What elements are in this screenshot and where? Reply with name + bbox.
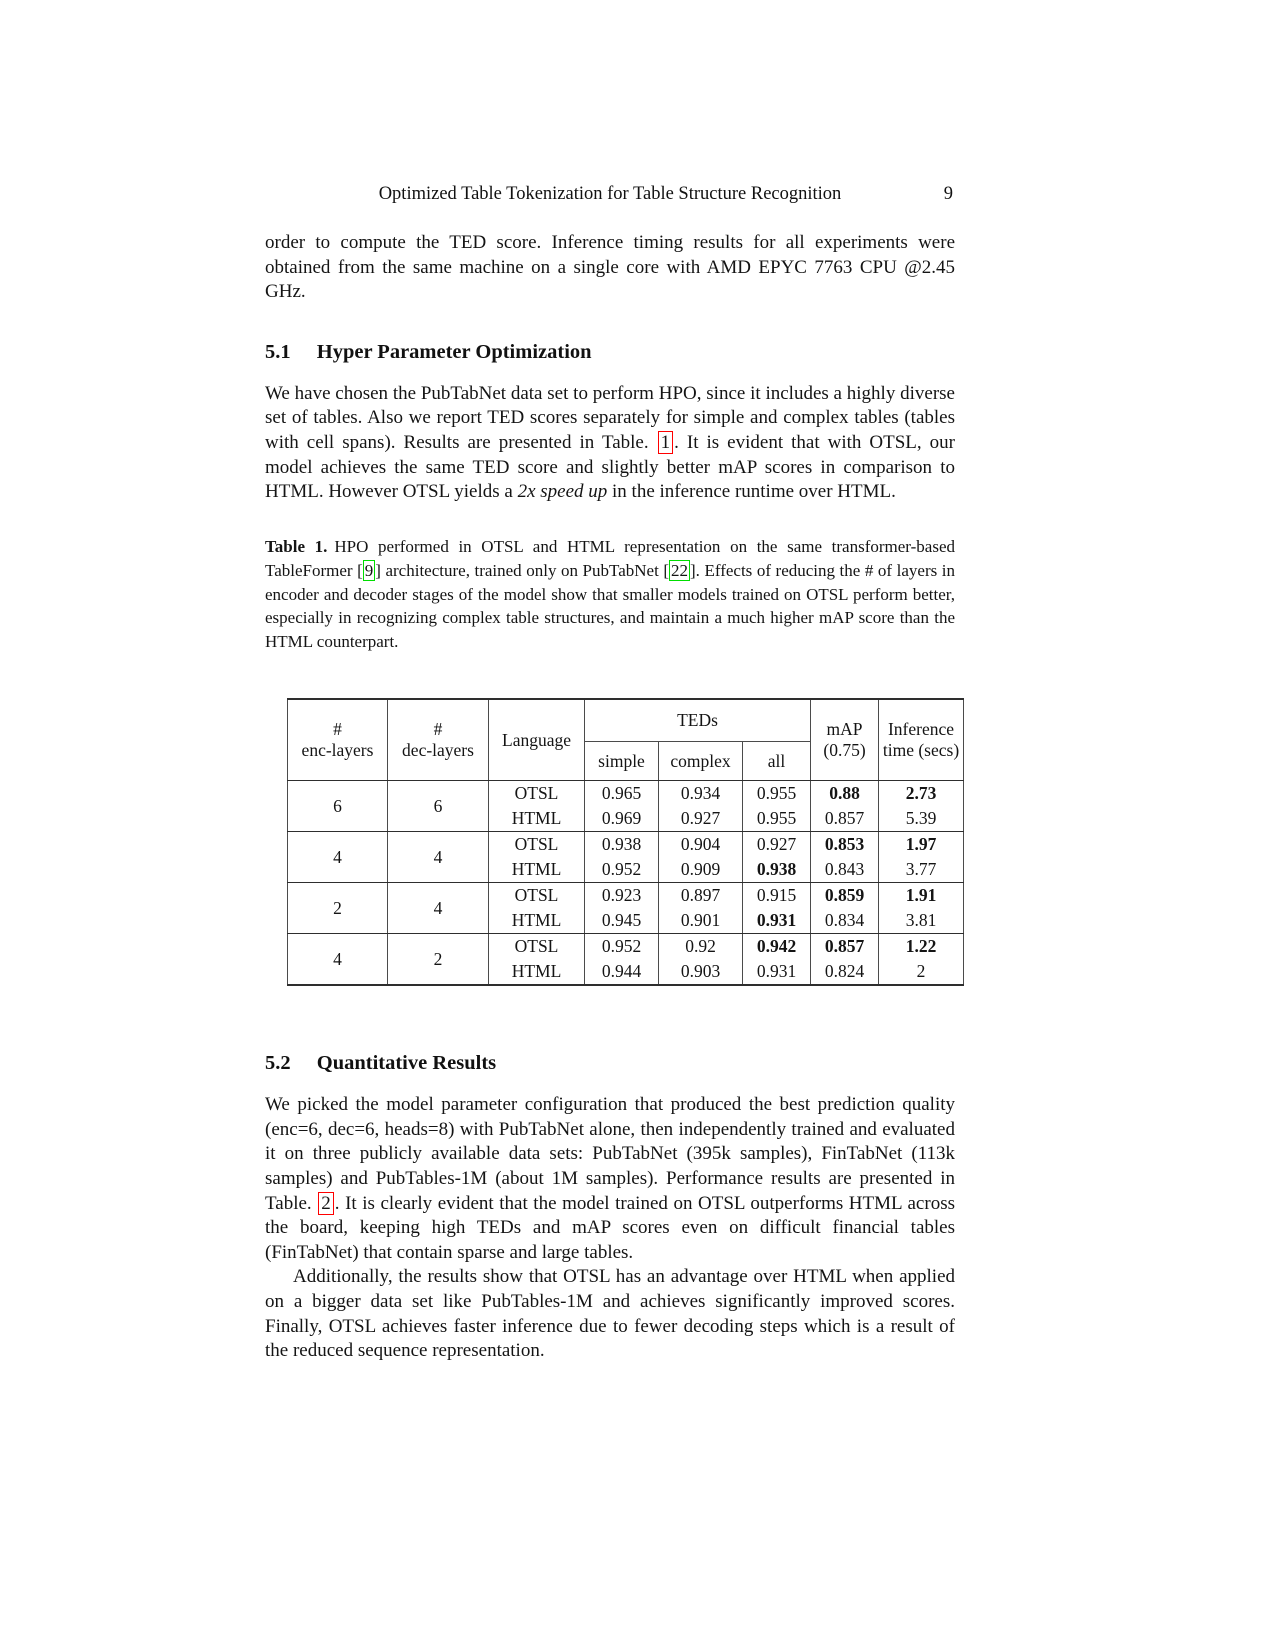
table-2-link[interactable]: 2 (318, 1192, 334, 1215)
table-1-body (288, 781, 964, 986)
text-segment: HPO performed in OTSL and HTML representation on the same transformer-based TableFormer [ (265, 536, 955, 580)
cell-dec-layers: 4 (388, 883, 489, 934)
text-segment: We have chosen the PubTabNet data set to perform HPO, since it includes a highly diverse set of tables. Also we report TED scores separately for simple and complex tables (tables with cell spans). Results are presented in Table. (265, 382, 955, 453)
cell-teds-complex: 0.92 (659, 934, 743, 960)
section-5-2-title: Quantitative Results (316, 1052, 497, 1075)
cell-teds-all: 0.931 (743, 959, 811, 985)
cell-teds-simple: 0.944 (585, 959, 659, 985)
cell-map: 0.843 (811, 857, 879, 883)
cell-map: 0.853 (811, 832, 879, 858)
citation-9-link[interactable]: 9 (364, 560, 374, 580)
cell-teds-complex: 0.901 (659, 908, 743, 934)
cell-enc-layers: 2 (288, 883, 388, 934)
col-header-language: Language (489, 699, 585, 781)
cell-teds-all: 0.938 (743, 857, 811, 883)
table-row (288, 883, 964, 909)
cell-teds-complex: 0.909 (659, 857, 743, 883)
text-segment: . It is evident that with OTSL, our model achieves the same TED score and slightly better mAP scores in comparison to HTML. However OTSL yields a (265, 431, 955, 503)
cell-language: OTSL (489, 934, 585, 960)
cell-dec-layers: 6 (388, 781, 489, 832)
section-5-1-heading (265, 341, 955, 364)
cell-teds-simple: 0.952 (585, 934, 659, 960)
text-segment: ] architecture, trained only on PubTabNet [ (375, 560, 669, 580)
cell-dec-layers: 4 (388, 832, 489, 883)
cell-teds-all: 0.915 (743, 883, 811, 909)
cell-teds-all: 0.955 (743, 781, 811, 807)
table-1 (287, 698, 964, 986)
cell-teds-all: 0.931 (743, 908, 811, 934)
col-header-inference: Inference time (secs) (879, 699, 964, 781)
cell-teds-all: 0.942 (743, 934, 811, 960)
table-1-caption (265, 535, 955, 655)
cell-inference-time: 5.39 (879, 806, 964, 832)
col-header-all: all (743, 742, 811, 781)
running-head-title: Optimized Table Tokenization for Table Structure Recognition (378, 184, 842, 204)
section-5-2-heading (265, 1052, 955, 1075)
section-5-1-number: 5.1 (265, 340, 291, 363)
col-header-complex: complex (659, 742, 743, 781)
col-header-map: mAP (0.75) (811, 699, 879, 781)
section-5-2-paragraph-1 (265, 1093, 955, 1265)
cell-map: 0.88 (811, 781, 879, 807)
paper-page (265, 0, 960, 1364)
table-1-head (288, 699, 964, 781)
cell-inference-time: 3.81 (879, 908, 964, 934)
cell-teds-simple: 0.952 (585, 857, 659, 883)
text-segment: in the inference runtime over HTML. (607, 481, 896, 503)
cell-teds-all: 0.927 (743, 832, 811, 858)
cell-teds-complex: 0.934 (659, 781, 743, 807)
cell-enc-layers: 4 (288, 934, 388, 986)
cell-map: 0.857 (811, 806, 879, 832)
col-header-dec-layers: # dec-layers (388, 699, 489, 781)
table-row (288, 832, 964, 858)
page-number: 9 (943, 184, 953, 204)
cell-teds-simple: 0.938 (585, 832, 659, 858)
cell-inference-time: 2.73 (879, 781, 964, 807)
section-5-2-number: 5.2 (265, 1052, 291, 1075)
cell-inference-time: 1.22 (879, 934, 964, 960)
section-5-2-paragraph-2: Additionally, the results show that OTSL has an advantage over HTML when applied on a bigger data set like PubTables-1M and achieves significantly improved scores. Finally, OTSL achieves faster inference due to fewer decoding steps which is a result of the reduced sequence representation. (265, 1266, 955, 1362)
cell-language: HTML (489, 908, 585, 934)
citation-22-link[interactable]: 22 (671, 560, 688, 580)
cell-dec-layers: 2 (388, 934, 489, 986)
text-segment: Table 1. (265, 536, 328, 556)
cell-map: 0.824 (811, 959, 879, 985)
cell-inference-time: 3.77 (879, 857, 964, 883)
cell-teds-simple: 0.969 (585, 806, 659, 832)
section-5-1-title: Hyper Parameter Optimization (316, 340, 592, 363)
running-head (265, 184, 955, 205)
col-header-simple: simple (585, 742, 659, 781)
intro-paragraph: order to compute the TED score. Inference timing results for all experiments were obtained from the same machine on a single core with AMD EPYC 7763 CPU @2.45 GHz. (265, 232, 955, 303)
table-row (288, 781, 964, 807)
table-row (288, 934, 964, 960)
cell-teds-complex: 0.904 (659, 832, 743, 858)
text-segment: . It is clearly evident that the model trained on OTSL outperforms HTML across the board, keeping high TEDs and mAP scores even on difficult financial tables (FinTabNet) that contain sparse and large tables. (265, 1192, 955, 1263)
text-segment: 2x speed up (517, 481, 608, 503)
cell-inference-time: 1.97 (879, 832, 964, 858)
text-segment: We picked the model parameter configuration that produced the best prediction quality (enc=6, dec=6, heads=8) with PubTabNet alone, then independently trained and evaluated it on three publicly available data sets: PubTabNet (395k samples), FinTabNet (113k samples) and PubTables-1M (about 1M samples). Performance results are presented in Table. (265, 1094, 955, 1214)
cell-teds-simple: 0.945 (585, 908, 659, 934)
cell-teds-simple: 0.923 (585, 883, 659, 909)
cell-enc-layers: 6 (288, 781, 388, 832)
section-5-1-paragraph (265, 382, 955, 505)
cell-language: HTML (489, 959, 585, 985)
cell-inference-time: 1.91 (879, 883, 964, 909)
cell-teds-complex: 0.903 (659, 959, 743, 985)
cell-enc-layers: 4 (288, 832, 388, 883)
cell-language: HTML (489, 806, 585, 832)
cell-teds-complex: 0.897 (659, 883, 743, 909)
col-header-teds: TEDs (585, 699, 811, 742)
cell-teds-all: 0.955 (743, 806, 811, 832)
cell-teds-simple: 0.965 (585, 781, 659, 807)
cell-map: 0.857 (811, 934, 879, 960)
cell-language: OTSL (489, 883, 585, 909)
col-header-enc-layers: # enc-layers (288, 699, 388, 781)
cell-teds-complex: 0.927 (659, 806, 743, 832)
cell-inference-time: 2 (879, 959, 964, 985)
text-segment: ]. Effects of reducing the # of layers in encoder and decoder stages of the model show that smaller models trained on OTSL perform better, especially in recognizing complex table structures, and maintain a much higher mAP score than the HTML counterpart. (265, 560, 955, 652)
cell-language: HTML (489, 857, 585, 883)
cell-language: OTSL (489, 781, 585, 807)
cell-map: 0.859 (811, 883, 879, 909)
table-1-link[interactable]: 1 (658, 431, 674, 454)
cell-language: OTSL (489, 832, 585, 858)
cell-map: 0.834 (811, 908, 879, 934)
